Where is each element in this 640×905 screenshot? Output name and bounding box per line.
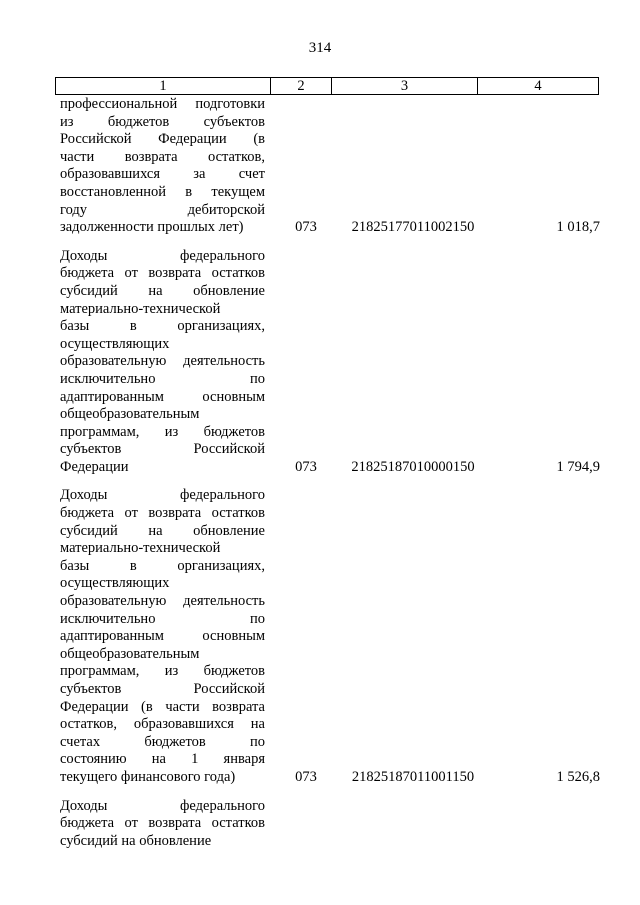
row-budget-code: 21825177011002150 (351, 219, 475, 236)
description-line: субсидий на обновление (60, 282, 265, 299)
description-line: базы в организациях, (60, 557, 265, 574)
table-row (60, 248, 600, 477)
description-line: общеобразовательным (60, 406, 200, 423)
row-description (60, 248, 265, 477)
description-line: образовавшихся за счет (60, 166, 265, 183)
description-line: субъектов Российской (60, 441, 265, 458)
column-header-3: 3 (332, 78, 478, 95)
row-admin-code: 073 (295, 768, 317, 785)
description-line: исключительно по (60, 610, 265, 627)
description-line: субсидий на обновление (60, 832, 212, 849)
row-budget-code: 21825187011001150 (351, 768, 475, 785)
description-line: адаптированным основным (60, 628, 265, 645)
description-line: Доходы федерального (60, 487, 265, 504)
description-line: счетах бюджетов по (60, 733, 265, 750)
description-line: адаптированным основным (60, 388, 265, 405)
row-description (60, 96, 265, 237)
row-admin-code: 073 (295, 458, 317, 475)
description-line: профессиональной подготовки (60, 96, 265, 112)
column-header-row (56, 78, 599, 95)
description-line: программам, из бюджетов (60, 423, 265, 440)
description-line: субсидий на обновление (60, 522, 265, 539)
table-row (60, 96, 600, 237)
row-admin-code: 073 (295, 219, 317, 236)
description-line: части возврата остатков, (60, 148, 265, 165)
row-amount: 1 526,8 (556, 768, 600, 785)
description-line: осуществляющих (60, 335, 170, 352)
row-amount: 1 794,9 (556, 458, 600, 475)
description-line: Российской Федерации (в (60, 131, 265, 148)
description-line: образовательную деятельность (60, 593, 265, 610)
table-row (60, 798, 600, 851)
table-body (60, 96, 600, 850)
row-amount: 1 018,7 (556, 219, 600, 236)
description-line: Федерации (в части возврата (60, 698, 265, 715)
column-header-2: 2 (271, 78, 332, 95)
description-line: общеобразовательным (60, 645, 200, 662)
description-line: осуществляющих (60, 575, 170, 592)
description-line: Доходы федерального (60, 797, 265, 814)
description-line: субъектов Российской (60, 681, 265, 697)
description-line: исключительно по (60, 370, 265, 387)
description-line: программам, из бюджетов (60, 663, 265, 680)
column-header-4: 4 (478, 78, 599, 95)
description-line: бюджета от возврата остатков (60, 265, 265, 282)
description-line: бюджета от возврата остатков (60, 505, 265, 522)
description-line: задолженности прошлых лет) (60, 219, 244, 236)
row-budget-code: 21825187010000150 (351, 458, 475, 475)
column-header-1: 1 (56, 78, 271, 95)
description-line: материально-технической (60, 300, 221, 317)
description-line: Доходы федерального (60, 247, 265, 264)
row-description (60, 487, 265, 786)
description-line: текущего финансового года) (60, 768, 236, 785)
description-line: остатков, образовавшихся на (60, 716, 265, 733)
description-line: бюджета от возврата остатков (60, 815, 265, 832)
description-line: восстановленной в текущем (60, 183, 265, 200)
column-header-table (55, 77, 599, 95)
description-line: состоянию на 1 января (60, 751, 265, 768)
description-line: Федерации (60, 458, 129, 475)
page-number: 314 (308, 40, 332, 56)
row-description (60, 798, 265, 851)
description-line: материально-технической (60, 540, 221, 557)
description-line: году дебиторской (60, 201, 265, 218)
description-line: образовательную деятельность (60, 353, 265, 370)
description-line: базы в организациях, (60, 318, 265, 335)
table-row (60, 487, 600, 786)
description-line: из бюджетов субъектов (60, 113, 265, 130)
